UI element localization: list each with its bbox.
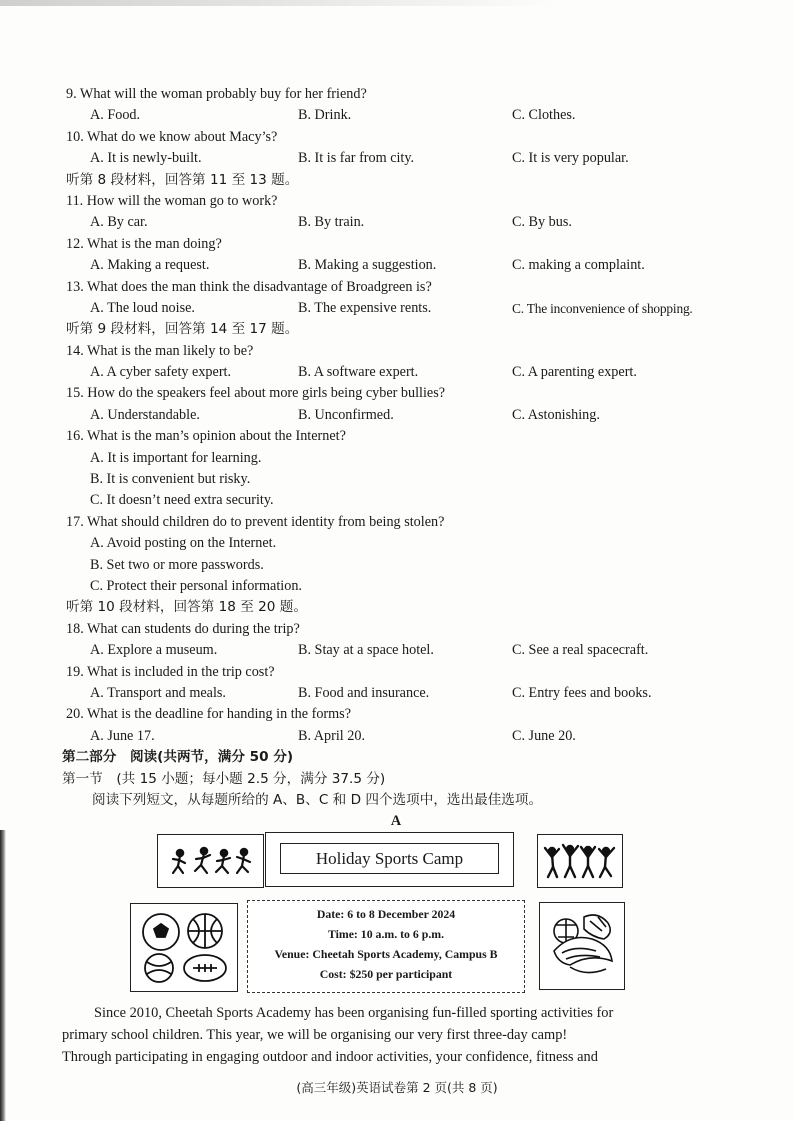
option-b: B. It is convenient but risky. [90,471,251,488]
option-c: C. Entry fees and books. [512,684,652,701]
camp-cost: Cost: $250 per participant [319,967,453,981]
part2-heading: 第二部分 阅读(共两节，满分 50 分) [62,749,294,766]
sports-balls-icon [131,904,237,991]
option-a: A. Making a request. [90,257,210,274]
option-c: C. The inconvenience of shopping. [512,300,693,316]
option-b: B. A software expert. [298,364,419,381]
dancers-illustration [537,834,623,888]
runners-icon [158,835,263,887]
camp-title-box [265,832,514,887]
section-instruction-8: 听第 8 段材料，回答第 11 至 13 题。 [66,171,299,188]
options-18 [66,640,726,661]
option-a: A. It is newly-built. [90,150,202,167]
option-a: A. A cyber safety expert. [90,364,232,381]
passage-line: primary school children. This year, we will be organising our very first three-day camp! [62,1026,568,1043]
passage-line: Through participating in engaging outdoor and indoor activities, your confidence, fitness and [62,1048,598,1065]
listening-questions [62,84,726,833]
cap-and-ball-icon [540,903,624,989]
section-instruction-10: 听第 10 段材料，回答第 18 至 20 题。 [66,599,307,616]
option-c: C. It is very popular. [512,150,629,167]
options-13 [66,298,726,319]
option-c: C. It doesn’t need extra security. [90,492,274,509]
runners-illustration [157,834,264,888]
option-b: B. Drink. [298,107,352,124]
camp-info [247,900,525,993]
camp-title: Holiday Sports Camp [280,843,499,874]
option-c: C. June 20. [512,727,576,744]
question-17: 17. What should children do to prevent identity from being stolen? [66,513,445,530]
question-9: 9. What will the woman probably buy for her friend? [66,86,367,102]
option-a: A. Transport and meals. [90,684,226,701]
question-15: 15. How do the speakers feel about more girls being cyber bullies? [66,385,446,402]
option-b: B. Making a suggestion. [298,257,437,274]
option-c: C. A parenting expert. [512,364,637,381]
camp-date: Date: 6 to 8 December 2024 [316,907,456,921]
passage-label: A [390,813,402,830]
option-c: C. See a real spacecraft. [512,642,649,659]
option-a: A. Avoid posting on the Internet. [90,535,277,552]
option-a: A. It is important for learning. [90,449,262,466]
option-c: C. making a complaint. [512,257,645,274]
reading-instruction: 阅读下列短文，从每题所给的 A、B、C 和 D 四个选项中，选出最佳选项。 [92,791,543,808]
option-b: B. April 20. [298,727,366,744]
option-c: C. Clothes. [512,107,576,124]
options-20 [66,726,726,747]
scan-top-edge [0,0,794,6]
question-19: 19. What is included in the trip cost? [66,663,275,680]
balls-illustration [130,903,238,992]
option-b: B. Food and insurance. [298,684,430,701]
option-b: B. Set two or more passwords. [90,556,264,573]
options-12 [66,255,726,276]
option-a: A. Understandable. [90,406,200,423]
options-14 [66,362,726,383]
section-instruction-9: 听第 9 段材料，回答第 14 至 17 题。 [66,321,299,338]
question-14: 14. What is the man likely to be? [66,342,254,359]
option-a: A. The loud noise. [90,299,195,316]
camp-time: Time: 10 a.m. to 6 p.m. [327,927,445,941]
options-11 [66,212,726,233]
section1-heading: 第一节 (共 15 小题；每小题 2.5 分，满分 37.5 分) [62,770,386,787]
options-15 [66,405,726,426]
options-19 [66,683,726,704]
option-c: C. Astonishing. [512,406,600,423]
question-12: 12. What is the man doing? [66,235,222,252]
camp-venue: Venue: Cheetah Sports Academy, Campus B [274,947,498,961]
options-10 [66,148,726,169]
camp-poster [128,830,638,998]
dancers-icon [538,835,622,887]
hat-illustration [539,902,625,990]
question-16: 16. What is the man’s opinion about the Internet? [66,428,346,445]
option-a: A. By car. [90,214,148,231]
question-11: 11. How will the woman go to work? [66,192,278,209]
option-b: B. The expensive rents. [298,299,432,316]
option-b: B. It is far from city. [298,150,415,167]
page-footer: (高三年级)英语试卷第 2 页(共 8 页) [296,1080,498,1095]
option-c: C. Protect their personal information. [90,577,302,594]
option-c: C. By bus. [512,214,572,231]
passage-line: Since 2010, Cheetah Sports Academy has been organising fun-filled sporting activities for [94,1005,614,1021]
option-b: B. By train. [298,214,365,231]
option-a: A. Food. [90,107,141,124]
passage-a-text [62,1003,714,1068]
option-b: B. Unconfirmed. [298,406,394,423]
question-13: 13. What does the man think the disadvantage of Broadgreen is? [66,278,432,295]
option-a: A. June 17. [90,727,155,744]
options-9 [66,105,726,126]
option-b: B. Stay at a space hotel. [298,642,434,659]
question-10: 10. What do we know about Macy’s? [66,128,278,145]
question-18: 18. What can students do during the trip? [66,620,300,637]
question-20: 20. What is the deadline for handing in the forms? [66,706,351,723]
option-a: A. Explore a museum. [90,642,218,659]
